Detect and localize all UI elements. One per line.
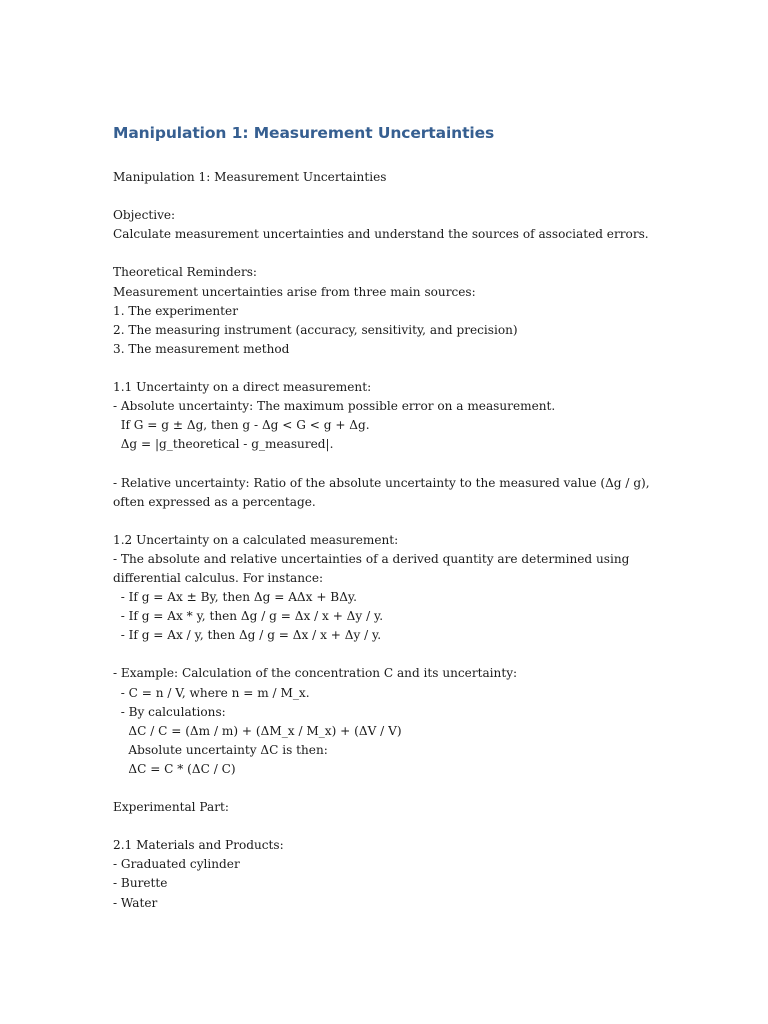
text-line: Theoretical Reminders: [113,265,258,280]
text-line: often expressed as a percentage. [113,494,316,509]
text-line: - Burette [113,876,168,891]
blank-line [113,244,653,263]
blank-line [113,645,653,664]
text-line: Experimental Part: [113,800,229,815]
blank-line [113,187,653,206]
text-line: 1.2 Uncertainty on a calculated measurement: [113,532,399,547]
text-line: Manipulation 1: Measurement Uncertainties [113,170,387,184]
text-line: Calculate measurement uncertainties and understand the sources of associated errors. [113,227,649,242]
text-line: - If g = Ax * y, then Δg / g = Δx / x + Δy / y. [113,609,384,624]
text-line: - Relative uncertainty: Ratio of the absolute uncertainty to the measured value (Δg / g), [113,475,650,490]
text-line: Measurement uncertainties arise from three main sources: [113,284,476,299]
document-body [113,168,653,913]
blank-line [113,779,653,798]
text-line: 2.1 Materials and Products: [113,838,284,853]
blank-line [113,817,653,836]
text-line: Objective: [113,208,176,223]
blank-line [113,454,653,473]
blank-line [113,359,653,378]
text-line: 1.1 Uncertainty on a direct measurement: [113,380,372,395]
text-line: - The absolute and relative uncertainties of a derived quantity are determined using [113,551,630,566]
text-line: - By calculations: [113,704,226,719]
text-line: ΔC = C * (ΔC / C) [113,761,236,776]
text-line: - Water [113,895,158,910]
text-line: ΔC / C = (Δm / m) + (ΔM_x / M_x) + (ΔV / V) [113,723,402,738]
text-line: 3. The measurement method [113,341,290,356]
text-line: Δg = |g_theoretical - g_measured|. [113,437,334,452]
text-line: differential calculus. For instance: [113,570,324,585]
text-line: If G = g ± Δg, then g - Δg < G < g + Δg. [113,418,370,433]
text-line: - Absolute uncertainty: The maximum possible error on a measurement. [113,399,556,414]
blank-line [113,512,653,531]
text-line: Absolute uncertainty ΔC is then: [113,742,328,757]
text-line: 1. The experimenter [113,303,238,318]
text-line: - Graduated cylinder [113,857,240,872]
text-line: - C = n / V, where n = m / M_x. [113,685,310,700]
document-title: Manipulation 1: Measurement Uncertainties [113,124,495,142]
text-line: - If g = Ax / y, then Δg / g = Δx / x + Δy / y. [113,628,382,643]
text-line: 2. The measuring instrument (accuracy, sensitivity, and precision) [113,322,518,337]
text-line: - Example: Calculation of the concentration C and its uncertainty: [113,666,518,681]
text-line: - If g = Ax ± By, then Δg = AΔx + BΔy. [113,590,357,605]
